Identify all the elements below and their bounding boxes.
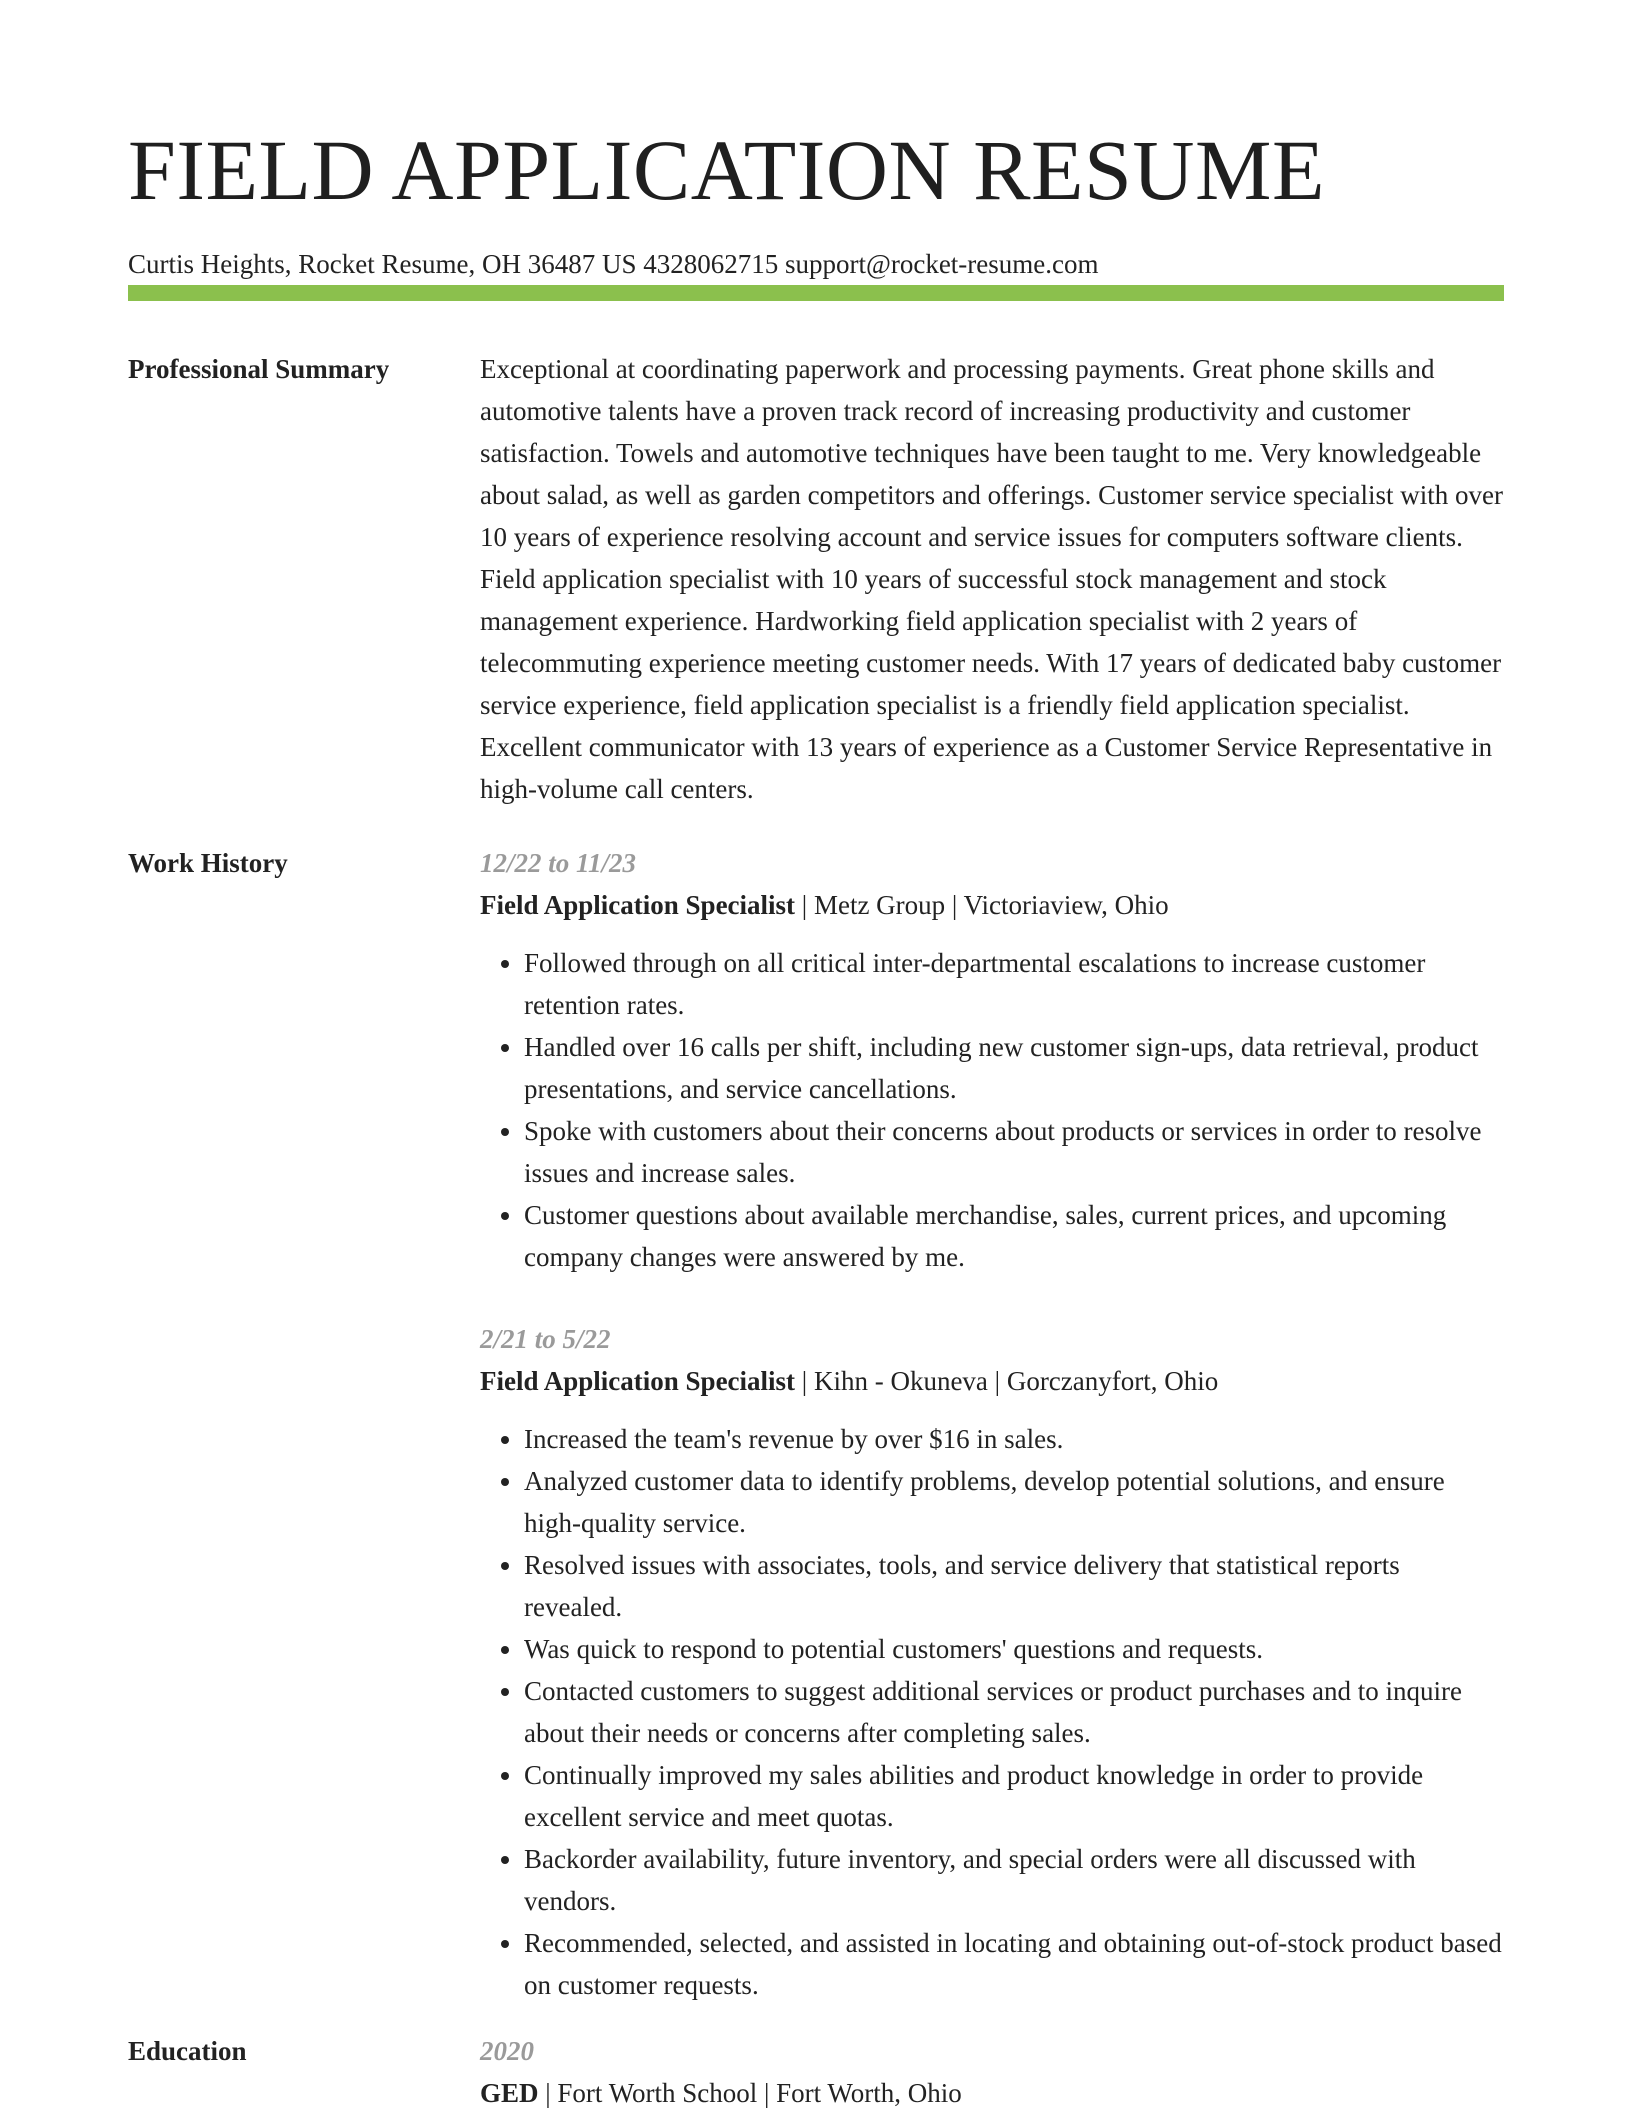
education-year: 2020	[480, 2036, 534, 2066]
job-bullet: • Recommended, selected, and assisted in locating and obtaining out-of-stock product based on customer requests.	[524, 1922, 1504, 2006]
job-bullet: • Followed through on all critical inter-departmental escalations to increase customer retention rates.	[524, 942, 1504, 1026]
job-bullets	[480, 1418, 1504, 2006]
summary-section	[128, 348, 1504, 828]
job-bullet: • Backorder availability, future inventory, and special orders were all discussed with vendors.	[524, 1838, 1504, 1922]
summary-heading: Professional Summary	[128, 354, 390, 384]
job-bullet: • Was quick to respond to potential customers' questions and requests.	[524, 1628, 1504, 1670]
job-bullet: • Increased the team's revenue by over $16 in sales.	[524, 1418, 1504, 1460]
job-dates: 12/22 to 11/23	[480, 848, 637, 878]
work-history-heading: Work History	[128, 848, 288, 878]
job-bullet: • Continually improved my sales abilities and product knowledge in order to provide excellent service and meet quotas.	[524, 1754, 1504, 1838]
job-bullet: • Spoke with customers about their concerns about products or services in order to resolve issues and increase sales.	[524, 1110, 1504, 1194]
summary-body	[480, 348, 1504, 810]
education-details: | Fort Worth School | Fort Worth, Ohio	[538, 2078, 962, 2108]
job-title: Field Application Specialist	[480, 890, 796, 920]
work-history-body	[480, 842, 1504, 2006]
resume-title: FIELD APPLICATION RESUME	[128, 122, 1325, 218]
education-line	[480, 2072, 1504, 2114]
job-bullets	[480, 942, 1504, 1278]
job-details: | Kihn - Okuneva | Gorczanyfort, Ohio	[795, 1366, 1219, 1396]
job-bullet: • Contacted customers to suggest additional services or product purchases and to inquire about their needs or concerns after completing sales.	[524, 1670, 1504, 1754]
header-divider	[128, 285, 1504, 301]
job-entry	[480, 1318, 1504, 2006]
job-bullet: • Analyzed customer data to identify problems, develop potential solutions, and ensure high-quality service.	[524, 1460, 1504, 1544]
resume-header	[128, 118, 1504, 282]
job-entry	[480, 842, 1504, 1278]
job-role-line	[480, 1360, 1504, 1402]
contact-line: Curtis Heights, Rocket Resume, OH 36487 US 4328062715 support@rocket-resume.com	[128, 249, 1099, 279]
education-heading: Education	[128, 2036, 247, 2066]
job-bullet: • Handled over 16 calls per shift, including new customer sign-ups, data retrieval, product presentations, and service cancellations.	[524, 1026, 1504, 1110]
job-bullet: • Customer questions about available merchandise, sales, current prices, and upcoming company changes were answered by me.	[524, 1194, 1504, 1278]
job-role-line	[480, 884, 1504, 926]
education-section	[128, 2030, 1504, 2112]
summary-text: Exceptional at coordinating paperwork and processing payments. Great phone skills and automotive talents have a proven track record of increasing productivity and customer satisfaction. Towels and automotive techniques have been taught to me. Very knowledgeable about salad, as well as garden competitors and offerings. Customer service specialist with over 10 years of experience resolving account and service issues for computers software clients. Field application specialist with 10 years of successful stock management and stock management experience. Hardworking field application specialist with 2 years of telecommuting experience meeting customer needs. With 17 years of dedicated baby customer service experience, field application specialist is a friendly field application specialist. Excellent communicator with 13 years of experience as a Customer Service Representative in high-volume call centers.	[480, 354, 1503, 804]
education-body	[480, 2030, 1504, 2114]
job-bullet: • Resolved issues with associates, tools, and service delivery that statistical reports revealed.	[524, 1544, 1504, 1628]
work-history-section	[128, 842, 1504, 2000]
job-title: Field Application Specialist	[480, 1366, 796, 1396]
education-degree: GED	[480, 2078, 539, 2108]
job-details: | Metz Group | Victoriaview, Ohio	[795, 890, 1169, 920]
job-dates: 2/21 to 5/22	[480, 1324, 611, 1354]
